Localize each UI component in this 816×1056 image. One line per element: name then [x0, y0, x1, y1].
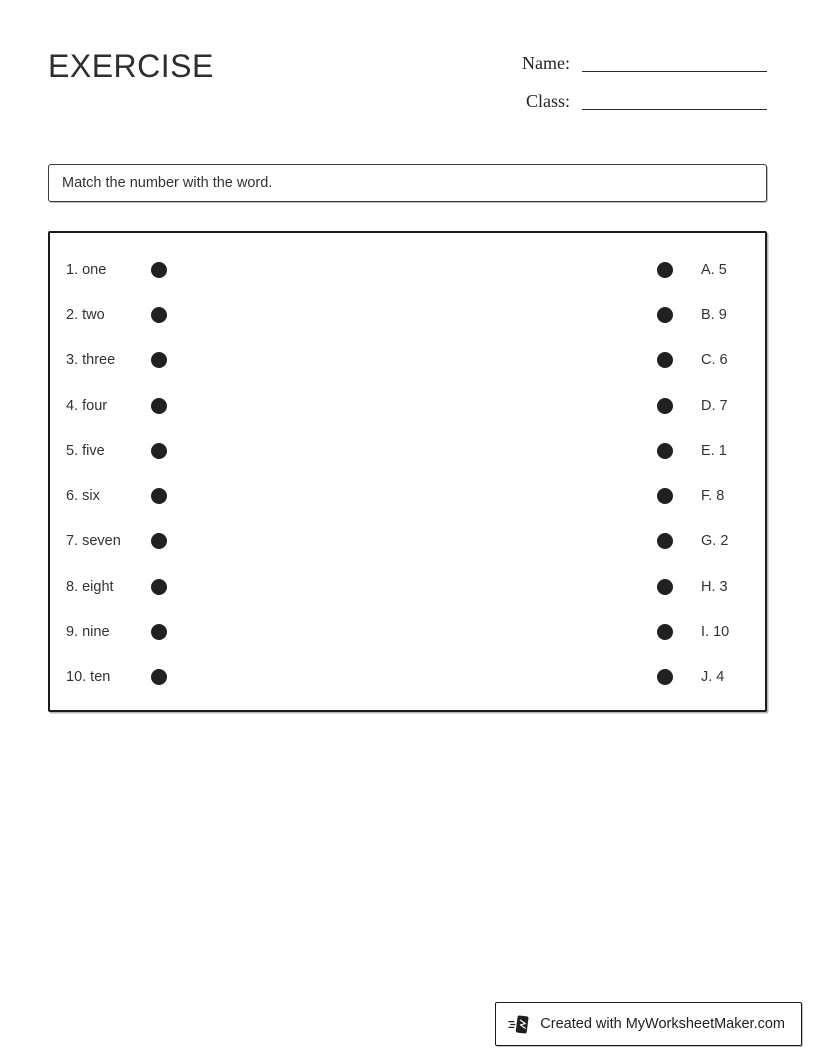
left-item-label: 6. six: [66, 488, 100, 505]
right-item-label: A. 5: [701, 261, 727, 278]
left-item-label: 5. five: [66, 442, 105, 459]
right-match-dot[interactable]: [657, 262, 673, 278]
left-match-dot[interactable]: [151, 669, 167, 685]
match-row: [66, 564, 749, 609]
page-title: EXERCISE: [48, 48, 214, 84]
footer-credit-badge: [495, 1002, 802, 1046]
left-match-dot[interactable]: [151, 488, 167, 504]
match-row: [66, 383, 749, 428]
right-item-label: D. 7: [701, 397, 728, 414]
right-item-label: B. 9: [701, 306, 727, 323]
flying-worksheet-icon: [508, 1013, 531, 1036]
right-match-dot[interactable]: [657, 624, 673, 640]
right-item-label: E. 1: [701, 442, 727, 459]
right-item-label: I. 10: [701, 624, 730, 641]
right-match-dot[interactable]: [657, 533, 673, 549]
right-match-dot[interactable]: [657, 307, 673, 323]
class-field-row: [522, 82, 767, 112]
left-match-dot[interactable]: [151, 262, 167, 278]
right-item-label: G. 2: [701, 533, 729, 550]
left-item-label: 10. ten: [66, 669, 111, 686]
left-item-label: 7. seven: [66, 533, 121, 550]
left-item-label: 8. eight: [66, 578, 114, 595]
class-input-line[interactable]: [582, 109, 767, 110]
left-match-dot[interactable]: [151, 352, 167, 368]
match-row: [66, 609, 749, 654]
right-item-label: H. 3: [701, 578, 728, 595]
footer-credit-text[interactable]: Created with MyWorksheetMaker.com: [540, 1016, 785, 1032]
match-row: [66, 428, 749, 473]
left-match-dot[interactable]: [151, 533, 167, 549]
name-label: Name:: [522, 53, 570, 73]
match-row: [66, 247, 749, 292]
name-input-line[interactable]: [582, 71, 767, 72]
left-item-label: 9. nine: [66, 624, 110, 641]
right-match-dot[interactable]: [657, 443, 673, 459]
right-item-label: F. 8: [701, 488, 725, 505]
left-match-dot[interactable]: [151, 443, 167, 459]
left-match-dot[interactable]: [151, 398, 167, 414]
match-row: [66, 473, 749, 518]
right-match-dot[interactable]: [657, 488, 673, 504]
left-item-label: 2. two: [66, 306, 105, 323]
match-row: [66, 655, 749, 700]
name-field-row: [522, 44, 767, 74]
instruction-text: Match the number with the word.: [62, 175, 273, 191]
right-match-dot[interactable]: [657, 579, 673, 595]
left-item-label: 4. four: [66, 397, 108, 414]
instruction-box: [48, 164, 767, 202]
match-row: [66, 338, 749, 383]
header-fields: [522, 44, 767, 112]
right-match-dot[interactable]: [657, 398, 673, 414]
right-item-label: C. 6: [701, 352, 728, 369]
right-match-dot[interactable]: [657, 352, 673, 368]
match-row: [66, 292, 749, 337]
left-item-label: 1. one: [66, 261, 107, 278]
left-match-dot[interactable]: [151, 579, 167, 595]
match-row: [66, 519, 749, 564]
class-label: Class:: [525, 91, 570, 111]
left-item-label: 3. three: [66, 352, 116, 369]
right-item-label: J. 4: [701, 669, 725, 686]
left-match-dot[interactable]: [151, 307, 167, 323]
matching-exercise-box: [48, 231, 767, 712]
left-match-dot[interactable]: [151, 624, 167, 640]
right-match-dot[interactable]: [657, 669, 673, 685]
